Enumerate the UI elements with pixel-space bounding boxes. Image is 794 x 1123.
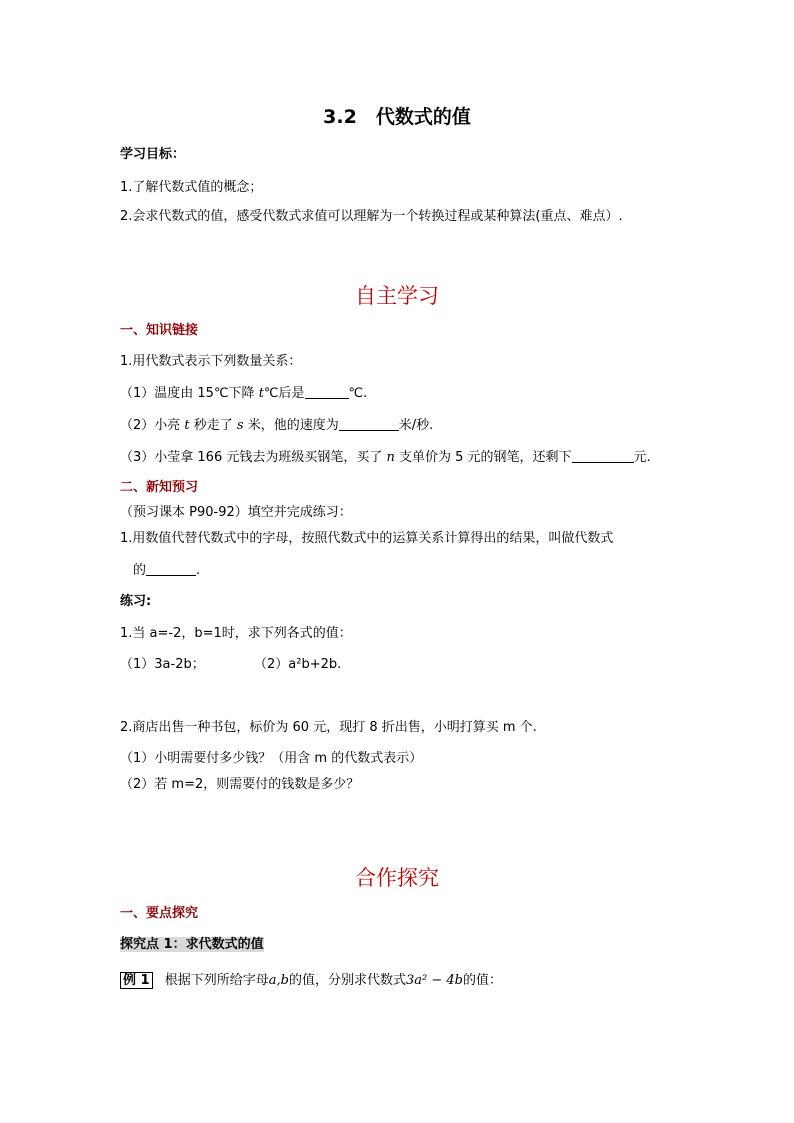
inquiry-point-1: 探究点 1：求代数式的值	[120, 937, 264, 952]
definition-line-2: 的 .	[133, 563, 201, 578]
page-title: 3.2 代数式的值	[323, 106, 471, 128]
practice-heading: 练习:	[120, 594, 152, 609]
answer-blank[interactable]	[572, 448, 634, 463]
objective-item-2: 2.会求代数式的值，感受代数式求值可以理解为一个转换过程或某种算法(重点、难点）.	[120, 209, 623, 224]
question-1-3: （3）小莹拿 166 元钱去为班级买钢笔，买了 n 支单价为 5 元的钢笔，还剩下 元.	[120, 450, 651, 465]
section-cooperative: 合作探究	[355, 866, 439, 890]
practice-2-1: （1）小明需要付多少钱？（用含 m 的代数式表示）	[120, 751, 423, 766]
question-1-2: （2）小亮 t 秒走了 s 米，他的速度为 米/秒.	[120, 418, 434, 433]
example-label: 例 1	[120, 972, 153, 989]
practice-1-1: （1）3a-2b；	[120, 657, 205, 672]
answer-blank[interactable]	[339, 416, 399, 431]
question-1: 1.用代数式表示下列数量关系：	[120, 354, 302, 369]
preview-intro: （预习课本 P90-92）填空并完成练习：	[120, 505, 352, 520]
practice-1-2: （2）a²b+2b.	[254, 657, 342, 672]
practice-1: 1.当 a=-2，b=1时，求下列各式的值：	[120, 626, 352, 641]
answer-blank[interactable]	[146, 561, 196, 576]
practice-2-2: （2）若 m=2，则需要付的钱数是多少？	[120, 777, 360, 792]
objective-item-1: 1.了解代数式值的概念；	[120, 180, 263, 195]
practice-2: 2.商店出售一种书包，标价为 60 元，现打 8 折出售，小明打算买 m 个.	[120, 720, 537, 735]
key-points-heading: 一、要点探究	[120, 906, 199, 921]
definition-line: 1.用数值代替代数式中的字母，按照代数式中的运算关系计算得出的结果，叫做代数式	[120, 531, 614, 546]
knowledge-link-heading: 一、知识链接	[120, 323, 199, 338]
objectives-heading: 学习目标：	[120, 147, 186, 162]
example-1: 例 1 根据下列所给字母a,b的值，分别求代数式3a² − 4b的值：	[120, 972, 502, 990]
section-self-study: 自主学习	[355, 284, 439, 308]
question-1-1: （1）温度由 15℃下降 t℃后是 ℃.	[120, 386, 368, 401]
preview-heading: 二、新知预习	[120, 480, 199, 495]
answer-blank[interactable]	[305, 384, 349, 399]
